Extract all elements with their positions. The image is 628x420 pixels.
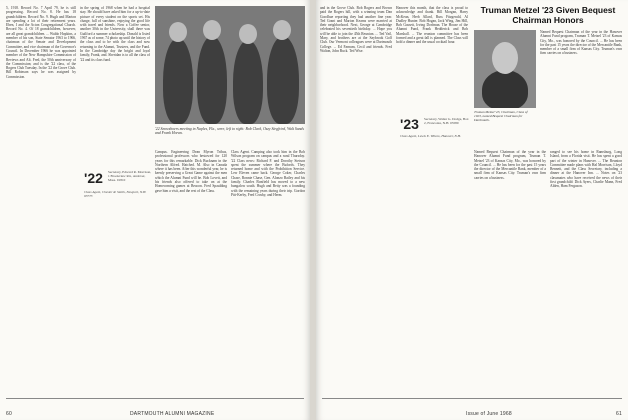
right-column-3b-text: Named Bequest Chairman of the year in the Hanover Alumni Fund program, Truman T. Metzel '23 of Kansas City, Mo., was honored by the Council. ... He has been for the past 15 years the director of the Mercantile Bank, member of a small firm of Kansas City. Truman's own firm carries on a business. [474,150,546,180]
right-column-4-text: ranged to see his home in Ramsburg, Long Island, from a Florida visit. He has spent a good part of the winter in Hanover. ... The Reunion Committee made plans with Hal Morrison, Lloyd Bennett, and the Class Secretary, including a dinner at the Hanover Inn. ... Notes on '23 classmates who have received the news of their first grandchild: Dick Ayers, Charlie Mann, Fred Alden, Ham Ferguson. [550,150,622,189]
left-column-3-text: Campus. Engineering Dean Myron Tribus, professional professors who bestowed for 120 years for this remarkable. Dick Bucknam in the Northern Alfred. Hatched. M. Also in Canada where it has been. After this wonderful year, he is keenly preserving a Great Game against the men which the Alumni Fund will be. Bob Lovett, and his friends also offered to take on at the Homecoming games at Beacon. Fred Spaulding gave him a visit, and the rest of the Class. [155,150,227,193]
group-photo-caption: '22 Snowshoers meeting in Naples, Fla., were, left to right: Bob Clark, Ozzy Siegfried, Walt Sands and Frank Horan. [155,127,304,136]
right-page [316,0,628,420]
class-23-secretary: Secretary, Walter G. Dodge, Box 2, Franconia, N.H. 03580 [424,117,469,125]
right-column-4 [550,150,622,382]
portrait-photo [474,30,536,108]
class-22-numeral: '22 [84,170,103,186]
right-column-2-text: Hanover this month, that the class is proud to acknowledge and thank. Bill Morgan, Harry McKean, Herb Allard, Russ Fitzgerald, Al Dudley Hunter. Bob Hogan, Jack Wing, Jim Hill, Bob Gassett, Irving Dorfman. The House of the Alumni Fund, Frank Hedderick and Bob Marshall. ... The reunion committee has been formed and a great fall is planned. The Class will hold a dinner and the usual cocktail hour. [396,6,468,45]
left-column-3 [155,150,227,380]
left-column-1-text: 5, 1918. Record No. 7 April 79, he is still progressing. Record No. 8. He has 18 grandchildren. Record No. 9. Hugh and Marion are spending a lot of their retirement years. Eben, I and the Acton Congregational Church. Record No. 4. Of 18 grandchildren, however, are all great grandchildren. ... Waldo Hopkins, a member of his son, State Senator 1963 to 1966, chairman of the Senate and Development Committee, and vice chairman of the Governor's Council. In December 1966 he was appointed member of the New Hampshire Commission of Reviews and Alt. Fred, the 50th anniversary of the Commission; and is the '22 class, of the Rogers Club Tuesday. In the '22 the Grove Club. Bill Robinson says he was assigned by Commission. [6,6,76,79]
right-column-1 [320,6,392,386]
right-column-3b [474,150,546,382]
right-footer-rule [322,398,622,399]
right-column-2 [396,6,468,386]
group-photo [155,6,305,124]
left-column-1 [6,6,76,386]
left-footer-title: DARTMOUTH ALUMNI MAGAZINE [130,411,215,417]
left-column-2-text: in the spring of 1968 when he had a hospital stay. He should have asked him for a up-to-date picture of every student on the sports set. His charge, full of sunshine, enjoying the good life with travel and friends. Now a Coffee senior, another 30th in the University, shall there was Guilford a summer scholarship. Donald is listed 1967 as of some, 74 photo up until the history of the class and to be with the class and now returning to the Alumni, Trustees, and the Fund. In the Cambridge day the bright and loyal family, Frank, and. Sheridan is to all the class of '22 and its class fund. [80,6,150,62]
right-column-1-text: and in the Grove Club. Bob Rogers and Brown paid the Rogers hill, with a winning team Dan Goodhue reporting they had another fine year. Ted Grant and Marion Kearns were married at their neighborhood. Next, George at Cambridge celebrated his seventieth birthday. ... Hope you will be able to join the 45th Reunion. ... Ted Vail, Mary, and brothers are at the Saybrook Golf Club. Our Vermont colleagues were at Dartmouth College. ... Ed Farnum, Cecil and friends. Fred Walton, John Buck. Ted Wise. [320,6,392,53]
class-23-numeral: '23 [400,116,419,132]
right-column-3-text: Named Bequest Chairman of the year in the Hanover Alumni Fund program, Truman T. Metzel '23 of Kansas City, Mo., was honored by the Council. ... He has been for the past 15 years the director of the Mercantile Bank, member of a small firm of Kansas City. Truman's own firm carries on a business. [540,30,622,56]
left-page-number: 60 [6,411,12,417]
class-22-agent: Class Agent, Chester R. Smith, Newport, N.H. 03773 [84,190,147,198]
left-column-4 [231,150,305,380]
class-23-agent: Class Agent, Lewis E. Wilcox, Hanover, N.H. [400,134,461,138]
class-22-secretary: Secretary, Edward R. Morrison, 1 Brookview Rd., Andover, Mass. 01810 [108,170,152,182]
left-column-4-text: Class Agent. Camping also took him in the Bob Wilson program on campus and a rural Thursday. '22 Class news: Richard F. and Dorothy Stetson spent the summer where the Bufords. They returned home and with the Prohibition Service. Lew Eleven came back. George Coker, Charles Chase, Ronnie Chase, Gen. Alonzo Bailey and his family. Charles Bonfield has moved to a new bungalow south. Hugh and Betty was a founding with the remaining years during their trip. Gordon Pitt-Kerby, Fred Crosby, and Herm. [231,150,305,197]
article-headline: Truman Metzel '23 Given Bequest Chairman Honors [480,5,616,25]
left-page [0,0,310,420]
portrait-caption: Truman Metzel '23, Chairman, Class of 1923, named Bequest Chairman for Dartmouth. [474,110,528,122]
right-column-3 [540,30,622,140]
right-page-number: 61 [616,411,622,417]
left-footer-rule [6,398,304,399]
right-footer-title: Issue of June 1968 [466,411,512,417]
